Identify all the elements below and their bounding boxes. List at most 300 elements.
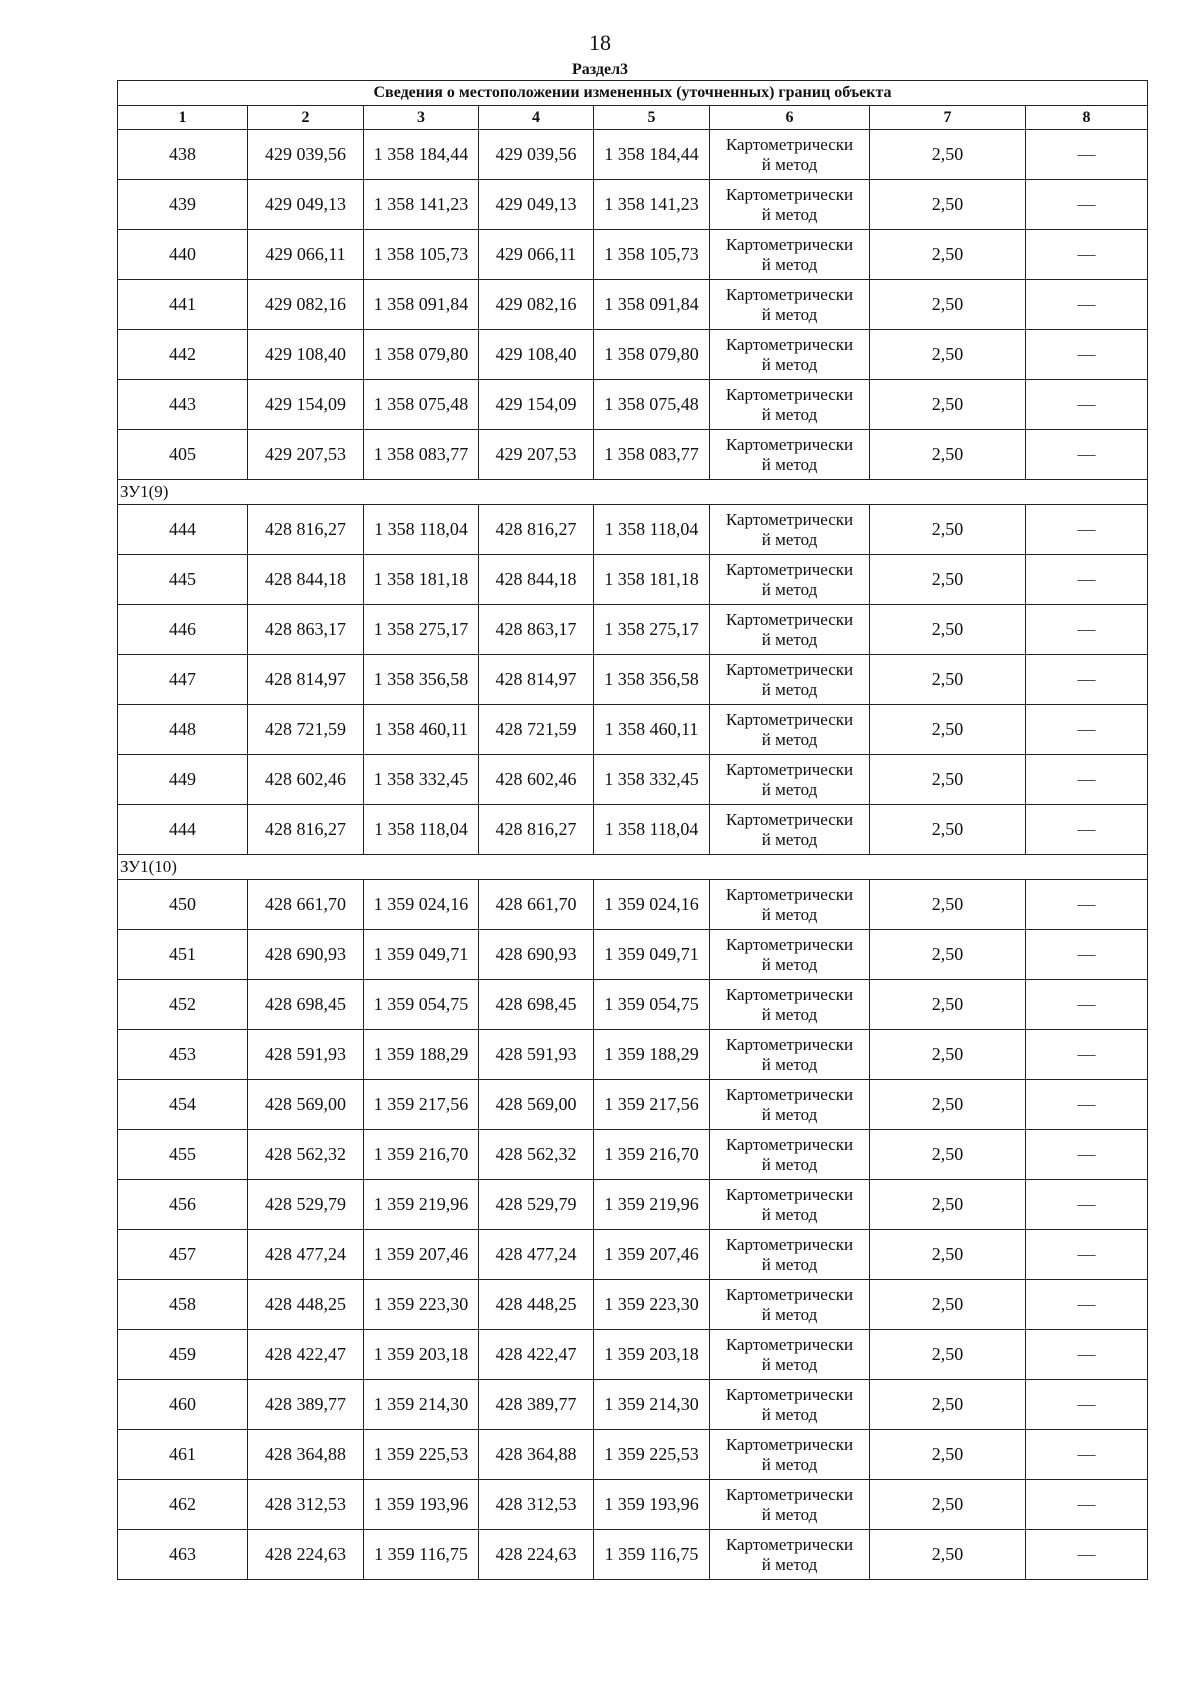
point-number-cell: 454 [118, 1080, 248, 1130]
accuracy-cell: 2,50 [870, 605, 1026, 655]
method-cell [710, 755, 870, 805]
table-caption: Сведения о местоположении измененных (уточненных) границ объекта [118, 81, 1148, 106]
existing-x-cell: 429 108,40 [248, 330, 364, 380]
method-text: Картометрически [725, 509, 854, 529]
existing-y-cell: 1 359 207,46 [364, 1230, 479, 1280]
method-text: й метод [761, 254, 818, 274]
refined-x-cell: 428 422,47 [479, 1330, 594, 1380]
note-cell: — [1026, 1330, 1148, 1380]
point-number-cell: 458 [118, 1280, 248, 1330]
accuracy-cell: 2,50 [870, 180, 1026, 230]
accuracy-cell: 2,50 [870, 930, 1026, 980]
column-number: 8 [1026, 106, 1148, 130]
point-number-cell: 456 [118, 1180, 248, 1230]
coordinates-table [117, 80, 1148, 1580]
table-row [118, 180, 1148, 230]
existing-x-cell: 428 844,18 [248, 555, 364, 605]
refined-x-cell: 429 066,11 [479, 230, 594, 280]
table-row [118, 755, 1148, 805]
method-text: й метод [761, 904, 818, 924]
method-text: й метод [761, 679, 818, 699]
refined-y-cell: 1 359 188,29 [594, 1030, 710, 1080]
table-row [118, 1030, 1148, 1080]
refined-x-cell: 429 049,13 [479, 180, 594, 230]
note-cell: — [1026, 280, 1148, 330]
existing-y-cell: 1 358 075,48 [364, 380, 479, 430]
note-cell: — [1026, 605, 1148, 655]
table-row [118, 230, 1148, 280]
method-text: Картометрически [725, 709, 854, 729]
method-cell [710, 130, 870, 180]
refined-y-cell: 1 359 207,46 [594, 1230, 710, 1280]
accuracy-cell: 2,50 [870, 1380, 1026, 1430]
existing-x-cell: 429 154,09 [248, 380, 364, 430]
method-text: Картометрически [725, 559, 854, 579]
existing-x-cell: 428 224,63 [248, 1530, 364, 1580]
method-text: й метод [761, 454, 818, 474]
method-text: й метод [761, 1504, 818, 1524]
group-label: ЗУ1(9) [118, 480, 1148, 505]
method-cell [710, 1430, 870, 1480]
existing-y-cell: 1 358 083,77 [364, 430, 479, 480]
refined-y-cell: 1 359 203,18 [594, 1330, 710, 1380]
existing-x-cell: 428 448,25 [248, 1280, 364, 1330]
existing-x-cell: 428 364,88 [248, 1430, 364, 1480]
note-cell: — [1026, 130, 1148, 180]
refined-x-cell: 428 591,93 [479, 1030, 594, 1080]
refined-x-cell: 429 108,40 [479, 330, 594, 380]
group-row [118, 855, 1148, 880]
method-cell [710, 1530, 870, 1580]
existing-x-cell: 429 207,53 [248, 430, 364, 480]
accuracy-cell: 2,50 [870, 505, 1026, 555]
note-cell: — [1026, 1230, 1148, 1280]
accuracy-cell: 2,50 [870, 1230, 1026, 1280]
point-number-cell: 450 [118, 880, 248, 930]
accuracy-cell: 2,50 [870, 1280, 1026, 1330]
point-number-cell: 455 [118, 1130, 248, 1180]
method-text: й метод [761, 1454, 818, 1474]
refined-x-cell: 428 224,63 [479, 1530, 594, 1580]
method-text: Картометрически [725, 284, 854, 304]
point-number-cell: 452 [118, 980, 248, 1030]
point-number-cell: 443 [118, 380, 248, 430]
column-number: 3 [364, 106, 479, 130]
method-text: Картометрически [725, 1434, 854, 1454]
note-cell: — [1026, 1430, 1148, 1480]
existing-y-cell: 1 358 356,58 [364, 655, 479, 705]
point-number-cell: 405 [118, 430, 248, 480]
refined-y-cell: 1 358 356,58 [594, 655, 710, 705]
existing-x-cell: 428 389,77 [248, 1380, 364, 1430]
method-text: Картометрически [725, 1134, 854, 1154]
refined-y-cell: 1 358 181,18 [594, 555, 710, 605]
existing-y-cell: 1 359 188,29 [364, 1030, 479, 1080]
refined-y-cell: 1 358 184,44 [594, 130, 710, 180]
method-text: й метод [761, 1154, 818, 1174]
existing-y-cell: 1 359 217,56 [364, 1080, 479, 1130]
method-cell [710, 1380, 870, 1430]
note-cell: — [1026, 505, 1148, 555]
method-text: й метод [761, 1404, 818, 1424]
accuracy-cell: 2,50 [870, 230, 1026, 280]
accuracy-cell: 2,50 [870, 1330, 1026, 1380]
method-text: й метод [761, 1304, 818, 1324]
existing-y-cell: 1 358 091,84 [364, 280, 479, 330]
note-cell: — [1026, 705, 1148, 755]
table-body [118, 130, 1148, 1580]
method-cell [710, 930, 870, 980]
table-row [118, 380, 1148, 430]
table-row [118, 1230, 1148, 1280]
note-cell: — [1026, 330, 1148, 380]
existing-x-cell: 428 690,93 [248, 930, 364, 980]
method-cell [710, 430, 870, 480]
method-text: Картометрически [725, 1484, 854, 1504]
existing-y-cell: 1 358 184,44 [364, 130, 479, 180]
existing-y-cell: 1 359 225,53 [364, 1430, 479, 1480]
method-text: й метод [761, 304, 818, 324]
refined-y-cell: 1 358 275,17 [594, 605, 710, 655]
refined-x-cell: 428 448,25 [479, 1280, 594, 1330]
table-row [118, 1330, 1148, 1380]
method-text: Картометрически [725, 1084, 854, 1104]
table-row [118, 930, 1148, 980]
note-cell: — [1026, 980, 1148, 1030]
refined-y-cell: 1 359 024,16 [594, 880, 710, 930]
refined-y-cell: 1 358 460,11 [594, 705, 710, 755]
refined-x-cell: 428 814,97 [479, 655, 594, 705]
method-text: Картометрически [725, 234, 854, 254]
note-cell: — [1026, 1480, 1148, 1530]
column-number: 2 [248, 106, 364, 130]
existing-y-cell: 1 359 219,96 [364, 1180, 479, 1230]
point-number-cell: 447 [118, 655, 248, 705]
point-number-cell: 440 [118, 230, 248, 280]
method-cell [710, 1280, 870, 1330]
refined-y-cell: 1 359 049,71 [594, 930, 710, 980]
refined-y-cell: 1 358 079,80 [594, 330, 710, 380]
refined-x-cell: 428 661,70 [479, 880, 594, 930]
page-number: 18 [589, 30, 611, 55]
method-cell [710, 380, 870, 430]
existing-x-cell: 429 066,11 [248, 230, 364, 280]
note-cell: — [1026, 380, 1148, 430]
existing-x-cell: 428 562,32 [248, 1130, 364, 1180]
table-row [118, 505, 1148, 555]
table-row [118, 880, 1148, 930]
existing-y-cell: 1 359 049,71 [364, 930, 479, 980]
method-text: Картометрически [725, 1534, 854, 1554]
refined-x-cell: 428 312,53 [479, 1480, 594, 1530]
refined-x-cell: 428 477,24 [479, 1230, 594, 1280]
accuracy-cell: 2,50 [870, 1480, 1026, 1530]
existing-y-cell: 1 359 024,16 [364, 880, 479, 930]
table-row [118, 1180, 1148, 1230]
column-number: 6 [710, 106, 870, 130]
table-row [118, 1530, 1148, 1580]
method-text: Картометрически [725, 184, 854, 204]
existing-y-cell: 1 359 203,18 [364, 1330, 479, 1380]
table-row [118, 130, 1148, 180]
existing-y-cell: 1 359 054,75 [364, 980, 479, 1030]
method-cell [710, 1330, 870, 1380]
point-number-cell: 441 [118, 280, 248, 330]
method-text: Картометрически [725, 884, 854, 904]
table-row [118, 280, 1148, 330]
method-text: Картометрически [725, 934, 854, 954]
method-cell [710, 1130, 870, 1180]
existing-x-cell: 428 477,24 [248, 1230, 364, 1280]
note-cell: — [1026, 1080, 1148, 1130]
point-number-cell: 445 [118, 555, 248, 605]
column-numbers-row [118, 106, 1148, 130]
note-cell: — [1026, 655, 1148, 705]
method-cell [710, 555, 870, 605]
section-title: Раздел3 [571, 61, 629, 78]
refined-x-cell: 428 863,17 [479, 605, 594, 655]
accuracy-cell: 2,50 [870, 1030, 1026, 1080]
accuracy-cell: 2,50 [870, 280, 1026, 330]
point-number-cell: 461 [118, 1430, 248, 1480]
note-cell: — [1026, 1030, 1148, 1080]
accuracy-cell: 2,50 [870, 1130, 1026, 1180]
existing-y-cell: 1 359 214,30 [364, 1380, 479, 1430]
refined-x-cell: 428 816,27 [479, 805, 594, 855]
existing-y-cell: 1 358 118,04 [364, 505, 479, 555]
accuracy-cell: 2,50 [870, 1530, 1026, 1580]
note-cell: — [1026, 430, 1148, 480]
method-text: й метод [761, 779, 818, 799]
note-cell: — [1026, 1130, 1148, 1180]
refined-x-cell: 428 690,93 [479, 930, 594, 980]
note-cell: — [1026, 555, 1148, 605]
existing-y-cell: 1 358 118,04 [364, 805, 479, 855]
refined-x-cell: 428 816,27 [479, 505, 594, 555]
method-text: Картометрически [725, 1234, 854, 1254]
method-cell [710, 1030, 870, 1080]
point-number-cell: 439 [118, 180, 248, 230]
table-row [118, 705, 1148, 755]
method-text: й метод [761, 204, 818, 224]
table-row [118, 430, 1148, 480]
existing-y-cell: 1 358 460,11 [364, 705, 479, 755]
method-text: й метод [761, 154, 818, 174]
note-cell: — [1026, 1280, 1148, 1330]
method-cell [710, 880, 870, 930]
method-cell [710, 180, 870, 230]
refined-y-cell: 1 359 216,70 [594, 1130, 710, 1180]
point-number-cell: 460 [118, 1380, 248, 1430]
method-text: Картометрически [725, 759, 854, 779]
refined-y-cell: 1 359 217,56 [594, 1080, 710, 1130]
existing-x-cell: 429 049,13 [248, 180, 364, 230]
existing-x-cell: 429 082,16 [248, 280, 364, 330]
method-text: й метод [761, 579, 818, 599]
point-number-cell: 451 [118, 930, 248, 980]
refined-x-cell: 429 207,53 [479, 430, 594, 480]
existing-y-cell: 1 358 141,23 [364, 180, 479, 230]
existing-y-cell: 1 359 223,30 [364, 1280, 479, 1330]
note-cell: — [1026, 180, 1148, 230]
table-row [118, 1480, 1148, 1530]
method-text: Картометрически [725, 659, 854, 679]
method-cell [710, 655, 870, 705]
note-cell: — [1026, 1530, 1148, 1580]
refined-x-cell: 428 529,79 [479, 1180, 594, 1230]
method-cell [710, 330, 870, 380]
accuracy-cell: 2,50 [870, 755, 1026, 805]
table-row [118, 655, 1148, 705]
existing-x-cell: 428 721,59 [248, 705, 364, 755]
point-number-cell: 457 [118, 1230, 248, 1280]
method-text: й метод [761, 729, 818, 749]
column-number: 7 [870, 106, 1026, 130]
refined-y-cell: 1 359 219,96 [594, 1180, 710, 1230]
method-text: й метод [761, 1554, 818, 1574]
existing-x-cell: 428 816,27 [248, 805, 364, 855]
refined-x-cell: 428 721,59 [479, 705, 594, 755]
refined-x-cell: 428 389,77 [479, 1380, 594, 1430]
accuracy-cell: 2,50 [870, 130, 1026, 180]
refined-y-cell: 1 359 193,96 [594, 1480, 710, 1530]
existing-x-cell: 428 814,97 [248, 655, 364, 705]
existing-y-cell: 1 358 332,45 [364, 755, 479, 805]
table-row [118, 330, 1148, 380]
accuracy-cell: 2,50 [870, 555, 1026, 605]
accuracy-cell: 2,50 [870, 430, 1026, 480]
method-text: й метод [761, 1354, 818, 1374]
method-text: Картометрически [725, 334, 854, 354]
existing-x-cell: 429 039,56 [248, 130, 364, 180]
method-text: й метод [761, 1054, 818, 1074]
method-text: Картометрически [725, 1034, 854, 1054]
existing-y-cell: 1 358 181,18 [364, 555, 479, 605]
refined-y-cell: 1 359 214,30 [594, 1380, 710, 1430]
column-number: 5 [594, 106, 710, 130]
method-cell [710, 280, 870, 330]
point-number-cell: 462 [118, 1480, 248, 1530]
existing-y-cell: 1 359 193,96 [364, 1480, 479, 1530]
refined-x-cell: 428 364,88 [479, 1430, 594, 1480]
refined-y-cell: 1 359 223,30 [594, 1280, 710, 1330]
method-text: й метод [761, 1004, 818, 1024]
method-text: Картометрически [725, 984, 854, 1004]
refined-x-cell: 429 082,16 [479, 280, 594, 330]
method-text: й метод [761, 954, 818, 974]
refined-y-cell: 1 359 054,75 [594, 980, 710, 1030]
point-number-cell: 459 [118, 1330, 248, 1380]
method-text: й метод [761, 629, 818, 649]
note-cell: — [1026, 1180, 1148, 1230]
refined-y-cell: 1 358 118,04 [594, 805, 710, 855]
accuracy-cell: 2,50 [870, 655, 1026, 705]
existing-x-cell: 428 661,70 [248, 880, 364, 930]
table-row [118, 1280, 1148, 1330]
table-row [118, 1130, 1148, 1180]
method-cell [710, 1230, 870, 1280]
method-text: Картометрически [725, 609, 854, 629]
method-text: Картометрически [725, 1184, 854, 1204]
table-row [118, 805, 1148, 855]
method-text: Картометрически [725, 1284, 854, 1304]
method-text: й метод [761, 354, 818, 374]
point-number-cell: 453 [118, 1030, 248, 1080]
existing-x-cell: 428 312,53 [248, 1480, 364, 1530]
accuracy-cell: 2,50 [870, 330, 1026, 380]
accuracy-cell: 2,50 [870, 705, 1026, 755]
note-cell: — [1026, 230, 1148, 280]
note-cell: — [1026, 930, 1148, 980]
refined-x-cell: 429 154,09 [479, 380, 594, 430]
accuracy-cell: 2,50 [870, 805, 1026, 855]
table-row [118, 555, 1148, 605]
column-number: 1 [118, 106, 248, 130]
method-cell [710, 805, 870, 855]
refined-x-cell: 428 562,32 [479, 1130, 594, 1180]
method-text: Картометрически [725, 1384, 854, 1404]
point-number-cell: 446 [118, 605, 248, 655]
table-row [118, 980, 1148, 1030]
method-text: й метод [761, 829, 818, 849]
refined-x-cell: 428 698,45 [479, 980, 594, 1030]
accuracy-cell: 2,50 [870, 380, 1026, 430]
refined-y-cell: 1 358 091,84 [594, 280, 710, 330]
group-label: ЗУ1(10) [118, 855, 1148, 880]
method-text: й метод [761, 1204, 818, 1224]
existing-y-cell: 1 359 116,75 [364, 1530, 479, 1580]
method-text: Картометрически [725, 434, 854, 454]
accuracy-cell: 2,50 [870, 880, 1026, 930]
point-number-cell: 449 [118, 755, 248, 805]
existing-x-cell: 428 602,46 [248, 755, 364, 805]
method-text: й метод [761, 404, 818, 424]
refined-y-cell: 1 358 083,77 [594, 430, 710, 480]
method-text: й метод [761, 529, 818, 549]
refined-y-cell: 1 358 332,45 [594, 755, 710, 805]
existing-x-cell: 428 529,79 [248, 1180, 364, 1230]
group-row [118, 480, 1148, 505]
existing-x-cell: 428 698,45 [248, 980, 364, 1030]
refined-y-cell: 1 359 116,75 [594, 1530, 710, 1580]
accuracy-cell: 2,50 [870, 1430, 1026, 1480]
refined-x-cell: 428 569,00 [479, 1080, 594, 1130]
method-cell [710, 705, 870, 755]
accuracy-cell: 2,50 [870, 1080, 1026, 1130]
refined-y-cell: 1 358 118,04 [594, 505, 710, 555]
table-row [118, 605, 1148, 655]
refined-x-cell: 428 844,18 [479, 555, 594, 605]
note-cell: — [1026, 755, 1148, 805]
point-number-cell: 438 [118, 130, 248, 180]
refined-y-cell: 1 358 075,48 [594, 380, 710, 430]
existing-y-cell: 1 358 105,73 [364, 230, 479, 280]
table-row [118, 1080, 1148, 1130]
existing-y-cell: 1 358 079,80 [364, 330, 479, 380]
existing-x-cell: 428 863,17 [248, 605, 364, 655]
column-number: 4 [479, 106, 594, 130]
method-cell [710, 980, 870, 1030]
table-row [118, 1430, 1148, 1480]
method-cell [710, 1480, 870, 1530]
method-cell [710, 1080, 870, 1130]
table-row [118, 1380, 1148, 1430]
refined-y-cell: 1 359 225,53 [594, 1430, 710, 1480]
refined-y-cell: 1 358 141,23 [594, 180, 710, 230]
refined-x-cell: 428 602,46 [479, 755, 594, 805]
accuracy-cell: 2,50 [870, 980, 1026, 1030]
existing-y-cell: 1 358 275,17 [364, 605, 479, 655]
